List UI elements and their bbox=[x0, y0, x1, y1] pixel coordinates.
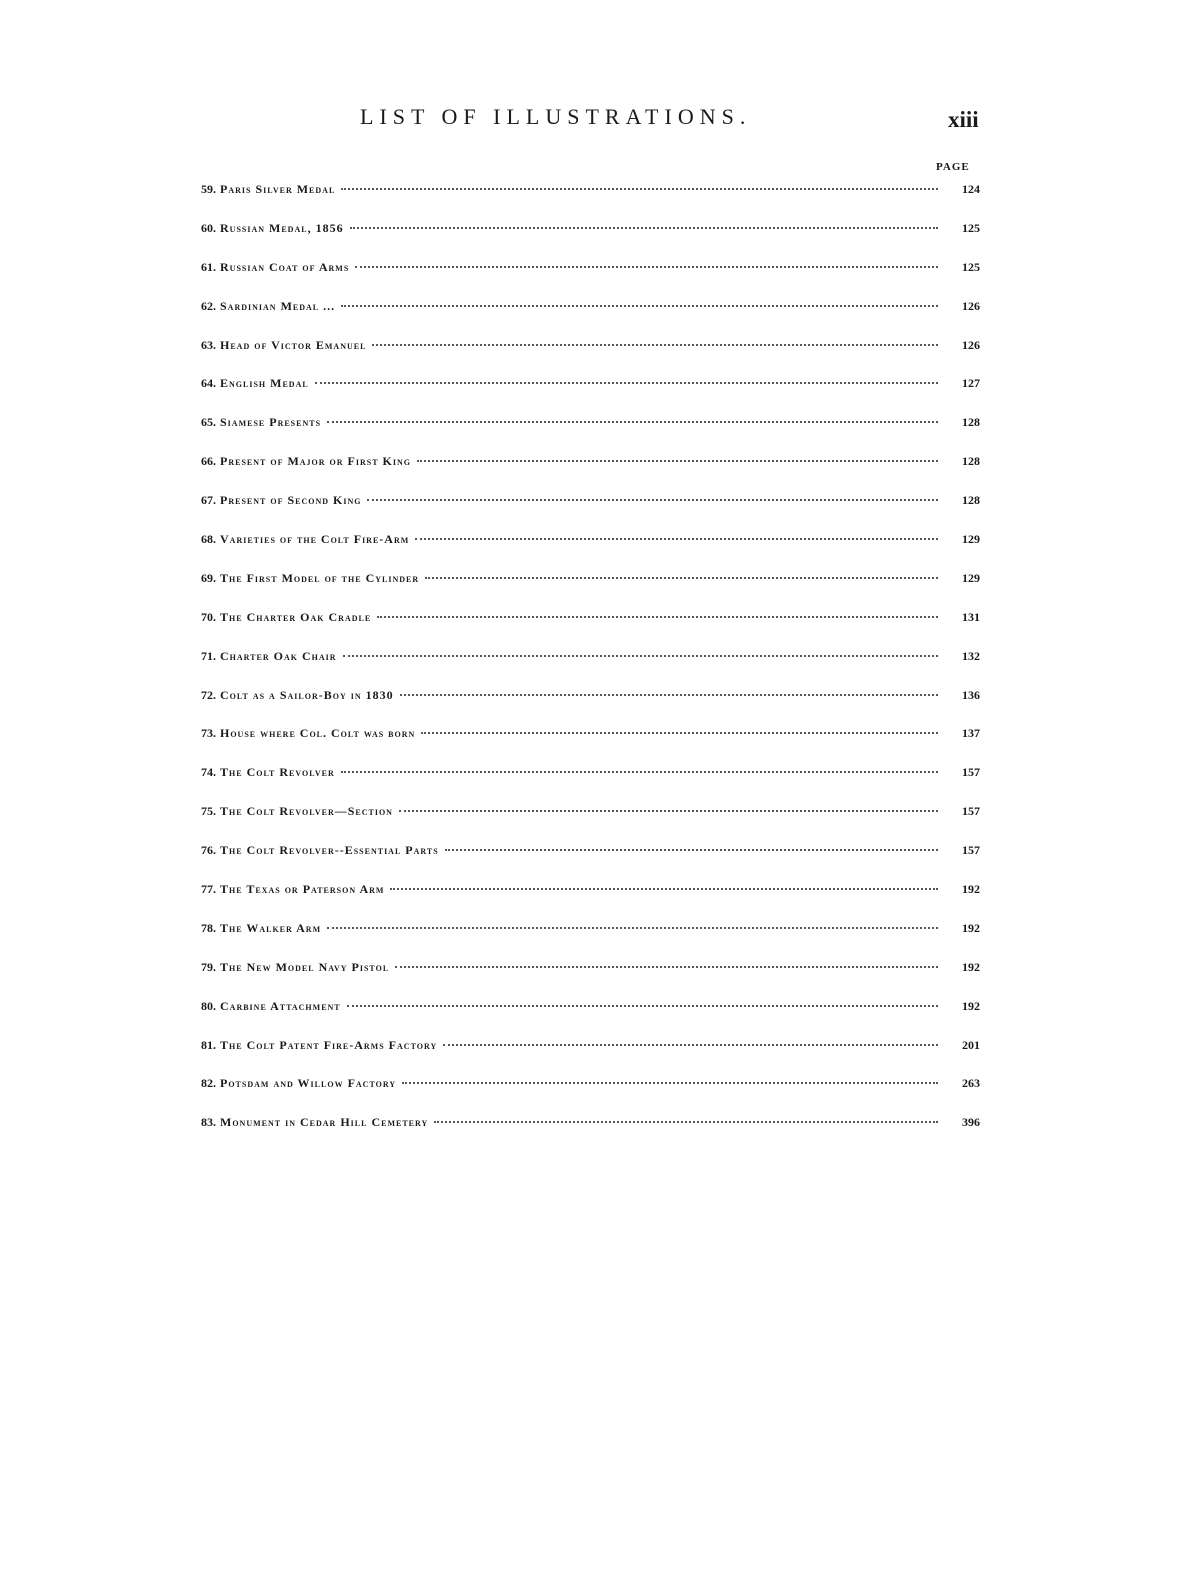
entry-title: Colt as a Sailor-Boy in 1830 bbox=[220, 687, 394, 702]
entry-number: 68. bbox=[201, 532, 216, 547]
entry-number: 75. bbox=[201, 804, 216, 819]
entry-number: 79. bbox=[201, 959, 216, 974]
dot-leader bbox=[443, 1044, 938, 1046]
entry-title: House where Col. Colt was born bbox=[220, 726, 416, 741]
entry-page: 126 bbox=[962, 298, 980, 313]
list-item bbox=[180, 415, 980, 454]
entry-page: 201 bbox=[962, 1037, 980, 1052]
entry-title: The Walker Arm bbox=[220, 920, 322, 935]
entry-number: 80. bbox=[201, 998, 216, 1013]
list-item bbox=[180, 493, 980, 532]
entry-page: 157 bbox=[962, 765, 980, 780]
entry-title: The Texas or Paterson Arm bbox=[220, 882, 385, 897]
dot-leader bbox=[327, 421, 938, 423]
entry-number: 81. bbox=[201, 1037, 216, 1052]
entry-number: 74. bbox=[201, 765, 216, 780]
list-item bbox=[180, 376, 980, 415]
list-item bbox=[180, 532, 980, 571]
list-item bbox=[180, 726, 980, 765]
entry-title: The Charter Oak Cradle bbox=[220, 609, 372, 624]
entry-title: The Colt Revolver bbox=[220, 765, 335, 780]
dot-leader bbox=[425, 577, 938, 579]
entry-page: 126 bbox=[962, 337, 980, 352]
dot-leader bbox=[390, 888, 938, 890]
list-item bbox=[180, 221, 980, 260]
entry-page: 129 bbox=[962, 532, 980, 547]
entry-page: 129 bbox=[962, 570, 980, 585]
entry-number: 62. bbox=[201, 298, 216, 313]
dot-leader bbox=[402, 1082, 938, 1084]
list-item bbox=[180, 571, 980, 610]
entry-title: Charter Oak Chair bbox=[220, 648, 337, 663]
list-item bbox=[180, 338, 980, 377]
dot-leader bbox=[347, 1005, 938, 1007]
entry-number: 72. bbox=[201, 687, 216, 702]
entry-title: Sardinian Medal ... bbox=[220, 298, 336, 313]
entry-title: The New Model Navy Pistol bbox=[220, 959, 390, 974]
dot-leader bbox=[445, 849, 938, 851]
entry-title: Russian Medal, 1856 bbox=[220, 220, 344, 235]
entry-page: 192 bbox=[962, 959, 980, 974]
entry-title: Monument in Cedar Hill Cemetery bbox=[220, 1115, 429, 1130]
entry-page: 137 bbox=[962, 726, 980, 741]
dot-leader bbox=[327, 927, 938, 929]
list-item bbox=[180, 260, 980, 299]
entry-page: 396 bbox=[962, 1115, 980, 1130]
list-item bbox=[180, 610, 980, 649]
dot-leader bbox=[417, 460, 938, 462]
list-item bbox=[180, 1076, 980, 1115]
entry-number: 61. bbox=[201, 259, 216, 274]
list-item bbox=[180, 882, 980, 921]
entry-page: 192 bbox=[962, 882, 980, 897]
dot-leader bbox=[341, 305, 938, 307]
entry-page: 128 bbox=[962, 415, 980, 430]
entry-page: 263 bbox=[962, 1076, 980, 1091]
entry-title: Carbine Attachment bbox=[220, 998, 341, 1013]
entry-title: The Colt Patent Fire-Arms Factory bbox=[220, 1037, 438, 1052]
entry-number: 76. bbox=[201, 843, 216, 858]
entry-title: Potsdam and Willow Factory bbox=[220, 1076, 397, 1091]
list-item bbox=[180, 960, 980, 999]
entry-number: 82. bbox=[201, 1076, 216, 1091]
dot-leader bbox=[341, 771, 938, 773]
entry-title: The Colt Revolver--Essential Parts bbox=[220, 843, 439, 858]
dot-leader bbox=[372, 344, 938, 346]
list-item bbox=[180, 843, 980, 882]
entry-number: 83. bbox=[201, 1115, 216, 1130]
list-item bbox=[180, 921, 980, 960]
dot-leader bbox=[415, 538, 938, 540]
entry-number: 71. bbox=[201, 648, 216, 663]
entry-number: 60. bbox=[201, 220, 216, 235]
dot-leader bbox=[343, 655, 938, 657]
entry-number: 73. bbox=[201, 726, 216, 741]
entry-number: 59. bbox=[201, 182, 216, 196]
dot-leader bbox=[355, 266, 938, 268]
list-item bbox=[180, 649, 980, 688]
illustrations-list bbox=[180, 182, 980, 1154]
entry-page: 132 bbox=[962, 648, 980, 663]
list-item bbox=[180, 182, 980, 221]
entry-page: 157 bbox=[962, 843, 980, 858]
entry-number: 70. bbox=[201, 609, 216, 624]
dot-leader bbox=[315, 382, 938, 384]
entry-title: Present of Second King bbox=[220, 493, 362, 508]
entry-title: The First Model of the Cylinder bbox=[220, 570, 420, 585]
dot-leader bbox=[350, 227, 938, 229]
entry-number: 78. bbox=[201, 920, 216, 935]
entry-page: 125 bbox=[962, 220, 980, 235]
entry-title: Varieties of the Colt Fire-Arm bbox=[220, 532, 410, 547]
entry-title: Present of Major or First King bbox=[220, 454, 412, 469]
entry-page: 131 bbox=[962, 609, 980, 624]
entry-title: Head of Victor Emanuel bbox=[220, 337, 367, 352]
page-number: xiii bbox=[948, 107, 979, 132]
entry-number: 69. bbox=[201, 570, 216, 585]
entry-title: Siamese Presents bbox=[220, 415, 322, 430]
entry-number: 65. bbox=[201, 415, 216, 430]
entry-page: 128 bbox=[962, 454, 980, 469]
page-title: LIST OF ILLUSTRATIONS. bbox=[360, 104, 752, 129]
entry-page: 124 bbox=[962, 182, 980, 196]
entry-page: 136 bbox=[962, 687, 980, 702]
dot-leader bbox=[399, 810, 938, 812]
list-item bbox=[180, 804, 980, 843]
list-item bbox=[180, 688, 980, 727]
entry-title: English Medal bbox=[220, 376, 309, 391]
entry-number: 66. bbox=[201, 454, 216, 469]
entry-page: 125 bbox=[962, 259, 980, 274]
entry-number: 77. bbox=[201, 882, 216, 897]
list-item bbox=[180, 1115, 980, 1154]
dot-leader bbox=[400, 694, 938, 696]
list-item bbox=[180, 454, 980, 493]
dot-leader bbox=[395, 966, 938, 968]
dot-leader bbox=[421, 732, 938, 734]
entry-title: Paris Silver Medal bbox=[220, 182, 336, 196]
entry-page: 128 bbox=[962, 493, 980, 508]
entry-number: 64. bbox=[201, 376, 216, 391]
entry-title: Russian Coat of Arms bbox=[220, 259, 350, 274]
entry-page: 127 bbox=[962, 376, 980, 391]
list-item bbox=[180, 765, 980, 804]
dot-leader bbox=[341, 188, 938, 190]
entry-number: 67. bbox=[201, 493, 216, 508]
dot-leader bbox=[377, 616, 938, 618]
list-item bbox=[180, 1038, 980, 1077]
dot-leader bbox=[367, 499, 938, 501]
entry-page: 192 bbox=[962, 920, 980, 935]
entry-title: The Colt Revolver—Section bbox=[220, 804, 393, 819]
entry-page: 192 bbox=[962, 998, 980, 1013]
entry-number: 63. bbox=[201, 337, 216, 352]
list-item bbox=[180, 299, 980, 338]
page-column-label: PAGE bbox=[936, 161, 970, 173]
dot-leader bbox=[434, 1121, 938, 1123]
entry-page: 157 bbox=[962, 804, 980, 819]
list-item bbox=[180, 999, 980, 1038]
